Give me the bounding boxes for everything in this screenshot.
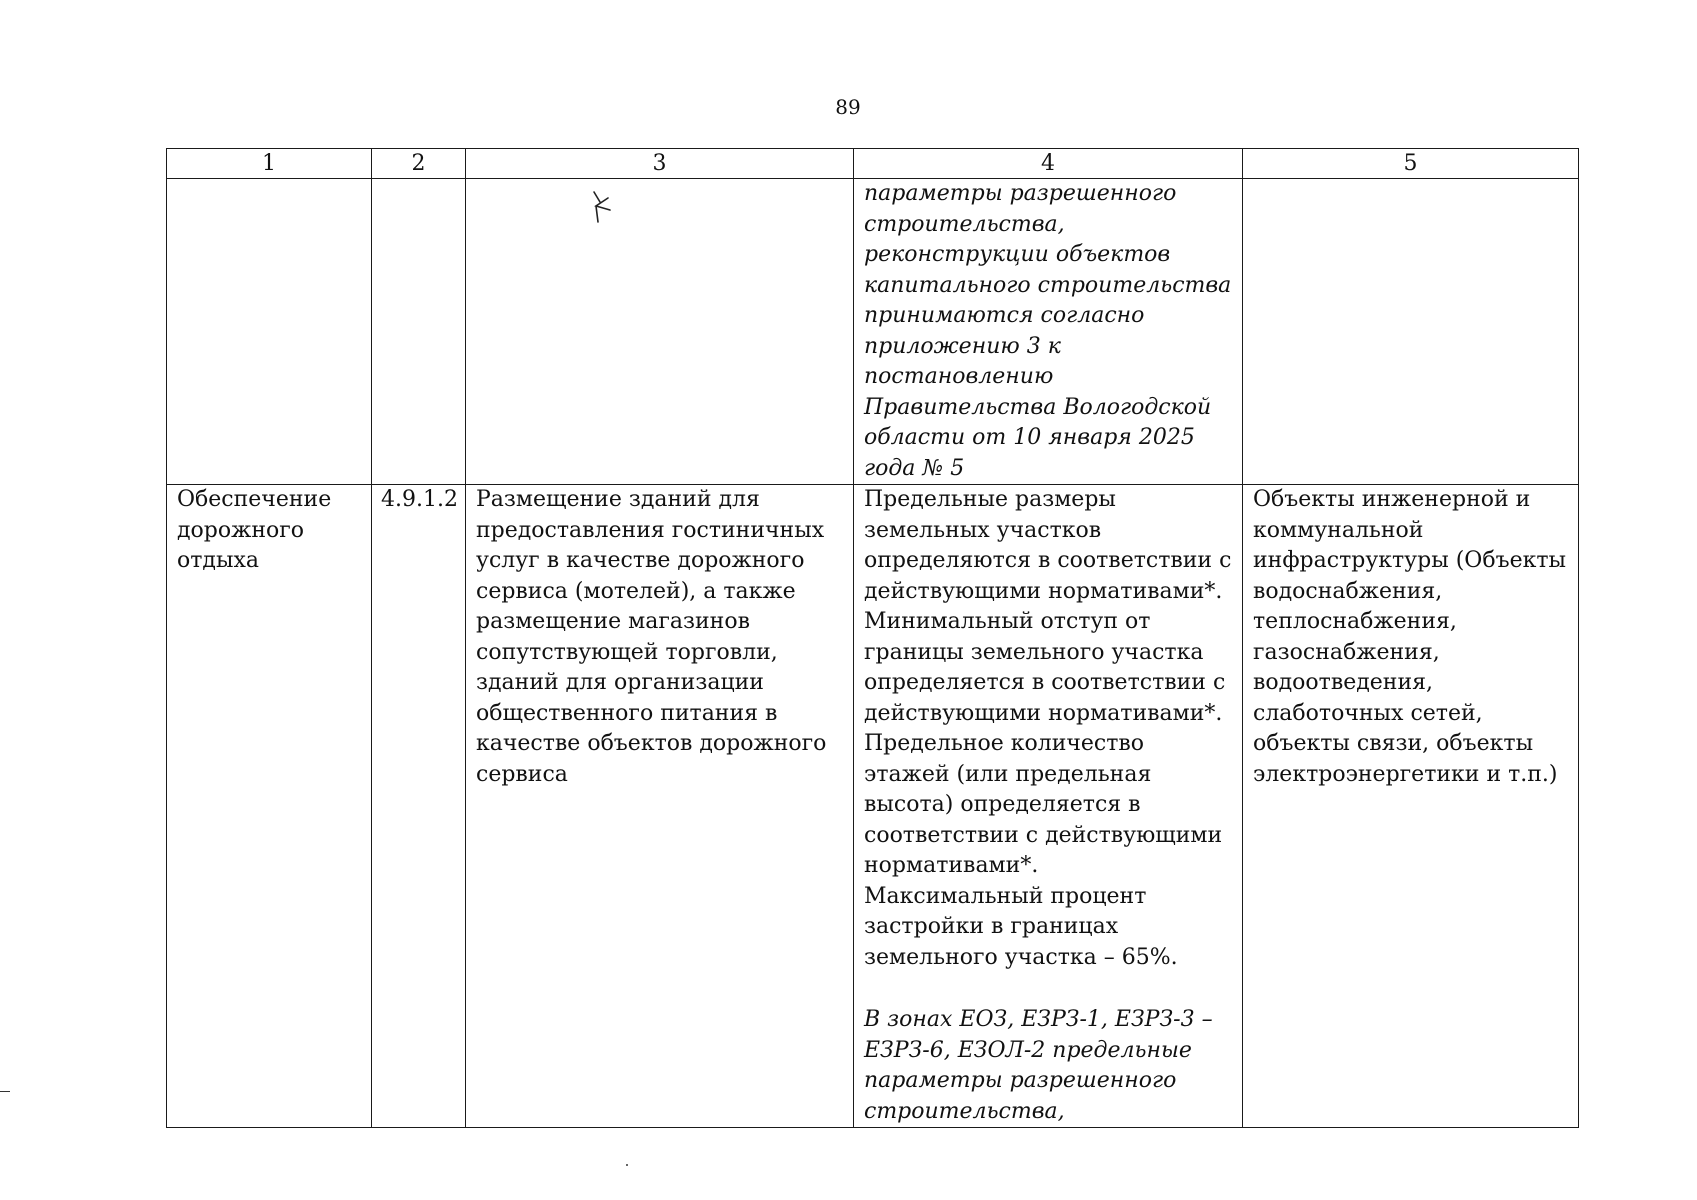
header-col-5: 5: [1243, 149, 1579, 179]
scan-speck: [626, 1164, 628, 1166]
page-number: 89: [835, 95, 861, 119]
regulations-table: [166, 148, 1579, 1128]
parameter-plot-size: Предельные размеры земельных участков определяются в соответствии с действующими нормативами*.: [864, 487, 1232, 604]
parameter-floors: Предельное количество этажей (или предельная высота) определяется в соответствии с действующими нормативами*.: [864, 731, 1223, 878]
cell-parameters: [854, 485, 1243, 1128]
cell-empty: [167, 179, 372, 485]
cell-use-name: Обеспечение дорожного отдыха: [167, 485, 372, 1128]
header-col-2: 2: [372, 149, 466, 179]
table-row-continuation: [167, 179, 1579, 485]
header-col-4: 4: [854, 149, 1243, 179]
cell-use-description: Размещение зданий для предоставления гостиничных услуг в качестве дорожного сервиса (мотелей), а также размещение магазинов сопутствующей торговли, зданий для организации общественного питания в качестве объектов дорожного сервиса: [466, 485, 854, 1128]
cell-empty: [466, 179, 854, 485]
paragraph-gap: [864, 973, 1232, 1005]
table-row-road-rest: [167, 485, 1579, 1128]
parameter-setback: Минимальный отступ от границы земельного участка определяется в соответствии с действующими нормативами*.: [864, 609, 1226, 726]
scan-mark: [0, 1091, 10, 1092]
parameter-zones-note: В зонах ЕОЗ, ЕЗРЗ-1, ЕЗРЗ-3 – ЕЗРЗ-6, ЕЗОЛ-2 предельные параметры разрешенного строительства,: [864, 1007, 1213, 1124]
cell-use-code: 4.9.1.2: [372, 485, 466, 1128]
cell-empty: [372, 179, 466, 485]
header-col-1: 1: [167, 149, 372, 179]
pen-mark: [590, 188, 616, 226]
cell-parameters-continued: параметры разрешенного строительства, реконструкции объектов капитального строительства принимаются согласно приложению 3 к постановлению Правительства Вологодской области от 10 января 2025 года № 5: [854, 179, 1243, 485]
parameter-coverage: Максимальный процент застройки в границах земельного участка – 65%.: [864, 883, 1178, 970]
table-header-row: [167, 149, 1579, 179]
header-col-3: 3: [466, 149, 854, 179]
cell-auxiliary-objects: Объекты инженерной и коммунальной инфраструктуры (Объекты водоснабжения, теплоснабжения, газоснабжения, водоотведения, слаботочных сетей, объекты связи, объекты электроэнергетики и т.п.): [1243, 485, 1579, 1128]
cell-empty: [1243, 179, 1579, 485]
